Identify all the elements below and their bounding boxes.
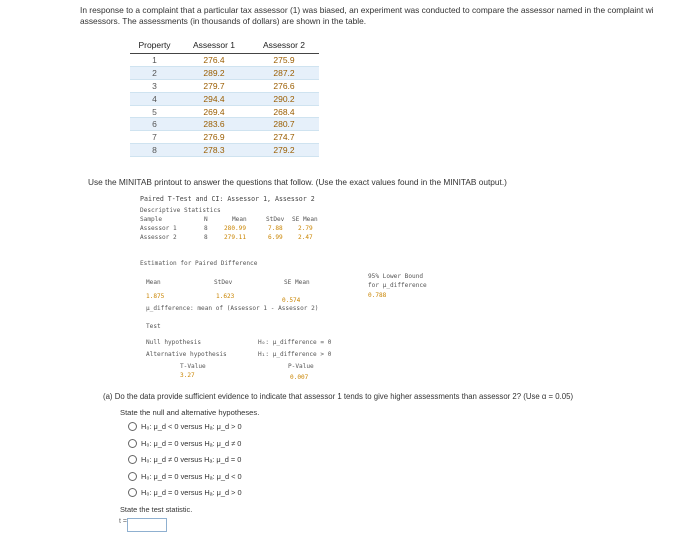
table-row — [130, 118, 319, 131]
cell-assessor-2: 287.2 — [249, 66, 319, 79]
cell-property: 2 — [130, 66, 179, 79]
cell-assessor-1: 278.3 — [179, 144, 249, 157]
cell-assessor-2: 268.4 — [249, 105, 319, 118]
radio-button[interactable] — [128, 488, 137, 497]
t-value: 3.27 — [180, 372, 195, 379]
cell-assessor-1: 294.4 — [179, 92, 249, 105]
instructions: Use the MINITAB printout to answer the questions that follow. (Use the exact values found in the MINITAB output.) — [88, 177, 507, 187]
assessment-table — [130, 37, 319, 157]
header-assessor-1: Assessor 1 — [179, 37, 249, 54]
desc-row-2-sample: Assessor 2 — [140, 234, 177, 241]
cell-assessor-1: 289.2 — [179, 66, 249, 79]
est-header-semean: SE Mean — [284, 279, 310, 286]
cell-assessor-2: 280.7 — [249, 118, 319, 131]
intro-line-2: assessors. The assessments (in thousands of dollars) are shown in the table. — [80, 16, 367, 26]
t-input-label: t = — [119, 518, 127, 525]
option-label: H₀: μ_d < 0 versus Hₐ: μ_d > 0 — [141, 422, 242, 431]
cell-assessor-2: 275.9 — [249, 54, 319, 67]
radio-button[interactable] — [128, 422, 137, 431]
hypothesis-option-5[interactable] — [128, 488, 242, 497]
radio-button[interactable] — [128, 455, 137, 464]
header-assessor-2: Assessor 2 — [249, 37, 319, 54]
est-note: μ_difference: mean of (Assessor 1 - Assessor 2) — [146, 305, 319, 312]
hypothesis-option-2[interactable] — [128, 439, 241, 448]
desc-header-stdev: StDev — [266, 216, 285, 223]
est-header-stdev: StDev — [214, 279, 233, 286]
table-row — [130, 144, 319, 157]
cell-property: 7 — [130, 131, 179, 144]
desc-row-1-sample: Assessor 1 — [140, 225, 177, 232]
header-property: Property — [130, 37, 179, 54]
desc-header-mean: Mean — [232, 216, 247, 223]
est-header-for-mu: for μ_difference — [368, 282, 427, 289]
null-hypothesis-value: H₀: μ_difference = 0 — [258, 339, 332, 346]
est-semean-value: 0.574 — [282, 297, 301, 304]
cell-property: 3 — [130, 79, 179, 92]
cell-assessor-1: 279.7 — [179, 79, 249, 92]
alt-hypothesis-value: H₁: μ_difference > 0 — [258, 351, 332, 358]
option-label: H₀: μ_d = 0 versus Hₐ: μ_d > 0 — [141, 488, 242, 497]
cell-property: 8 — [130, 144, 179, 157]
radio-button[interactable] — [128, 472, 137, 481]
cell-assessor-1: 276.4 — [179, 54, 249, 67]
cell-property: 1 — [130, 54, 179, 67]
est-header-mean: Mean — [146, 279, 161, 286]
table-header-row — [130, 37, 319, 54]
desc-header-sample: Sample — [140, 216, 163, 223]
desc-stats-title: Descriptive Statistics — [140, 207, 221, 214]
cell-assessor-2: 276.6 — [249, 79, 319, 92]
hypothesis-option-3[interactable] — [128, 455, 241, 464]
radio-button[interactable] — [128, 439, 137, 448]
est-mean-value: 1.875 — [146, 293, 165, 300]
cell-property: 5 — [130, 105, 179, 118]
cell-property: 6 — [130, 118, 179, 131]
desc-row-2-mean: 279.11 — [224, 234, 247, 241]
question-part-a: (a) Do the data provide sufficient evidence to indicate that assessor 1 tends to give higher assessments than assessor 2? (Use α = 0.05) — [103, 392, 574, 401]
problem-intro — [80, 5, 700, 27]
table-row — [130, 92, 319, 105]
hypotheses-prompt: State the null and alternative hypotheses. — [120, 408, 260, 417]
cell-assessor-1: 276.9 — [179, 131, 249, 144]
estimation-title: Estimation for Paired Difference — [140, 260, 258, 267]
test-statistic-prompt: State the test statistic. — [120, 505, 193, 514]
option-label: H₀: μ_d = 0 versus Hₐ: μ_d ≠ 0 — [141, 439, 242, 448]
option-label: H₀: μ_d ≠ 0 versus Hₐ: μ_d = 0 — [141, 455, 242, 464]
table-row — [130, 66, 319, 79]
hypothesis-option-1[interactable] — [128, 422, 242, 431]
desc-header-n: N — [204, 216, 208, 223]
table-row — [130, 105, 319, 118]
table-row — [130, 79, 319, 92]
hypothesis-option-4[interactable] — [128, 472, 242, 481]
cell-property: 4 — [130, 92, 179, 105]
cell-assessor-2: 279.2 — [249, 144, 319, 157]
test-statistic-input[interactable] — [127, 518, 167, 532]
test-title: Test — [146, 323, 161, 330]
table-row — [130, 131, 319, 144]
cell-assessor-2: 274.7 — [249, 131, 319, 144]
desc-header-semean: SE Mean — [292, 216, 318, 223]
desc-row-1-mean: 280.99 — [224, 225, 247, 232]
est-lower-bound-value: 0.788 — [368, 292, 387, 299]
option-label: H₀: μ_d = 0 versus Hₐ: μ_d < 0 — [141, 472, 242, 481]
desc-row-2-semean: 2.47 — [298, 234, 313, 241]
cell-assessor-1: 269.4 — [179, 105, 249, 118]
desc-row-1-n: 8 — [204, 225, 208, 232]
table-row — [130, 54, 319, 67]
desc-row-2-n: 8 — [204, 234, 208, 241]
cell-assessor-2: 290.2 — [249, 92, 319, 105]
est-stdev-value: 1.623 — [216, 293, 235, 300]
cell-assessor-1: 283.6 — [179, 118, 249, 131]
p-value-label: P-Value — [288, 363, 314, 370]
p-value: 0.007 — [290, 374, 309, 381]
alt-hypothesis-label: Alternative hypothesis — [146, 351, 227, 358]
desc-row-1-stdev: 7.88 — [268, 225, 283, 232]
t-value-label: T-Value — [180, 363, 206, 370]
est-header-lower-bound: 95% Lower Bound — [368, 273, 424, 280]
desc-row-2-stdev: 6.99 — [268, 234, 283, 241]
null-hypothesis-label: Null hypothesis — [146, 339, 202, 346]
intro-line-1: In response to a complaint that a particular tax assessor (1) was biased, an experiment was conducted to compare the assessor named in the complaint wi — [80, 5, 654, 15]
minitab-title: Paired T-Test and CI: Assessor 1, Assessor 2 — [140, 195, 315, 203]
desc-row-1-semean: 2.79 — [298, 225, 313, 232]
